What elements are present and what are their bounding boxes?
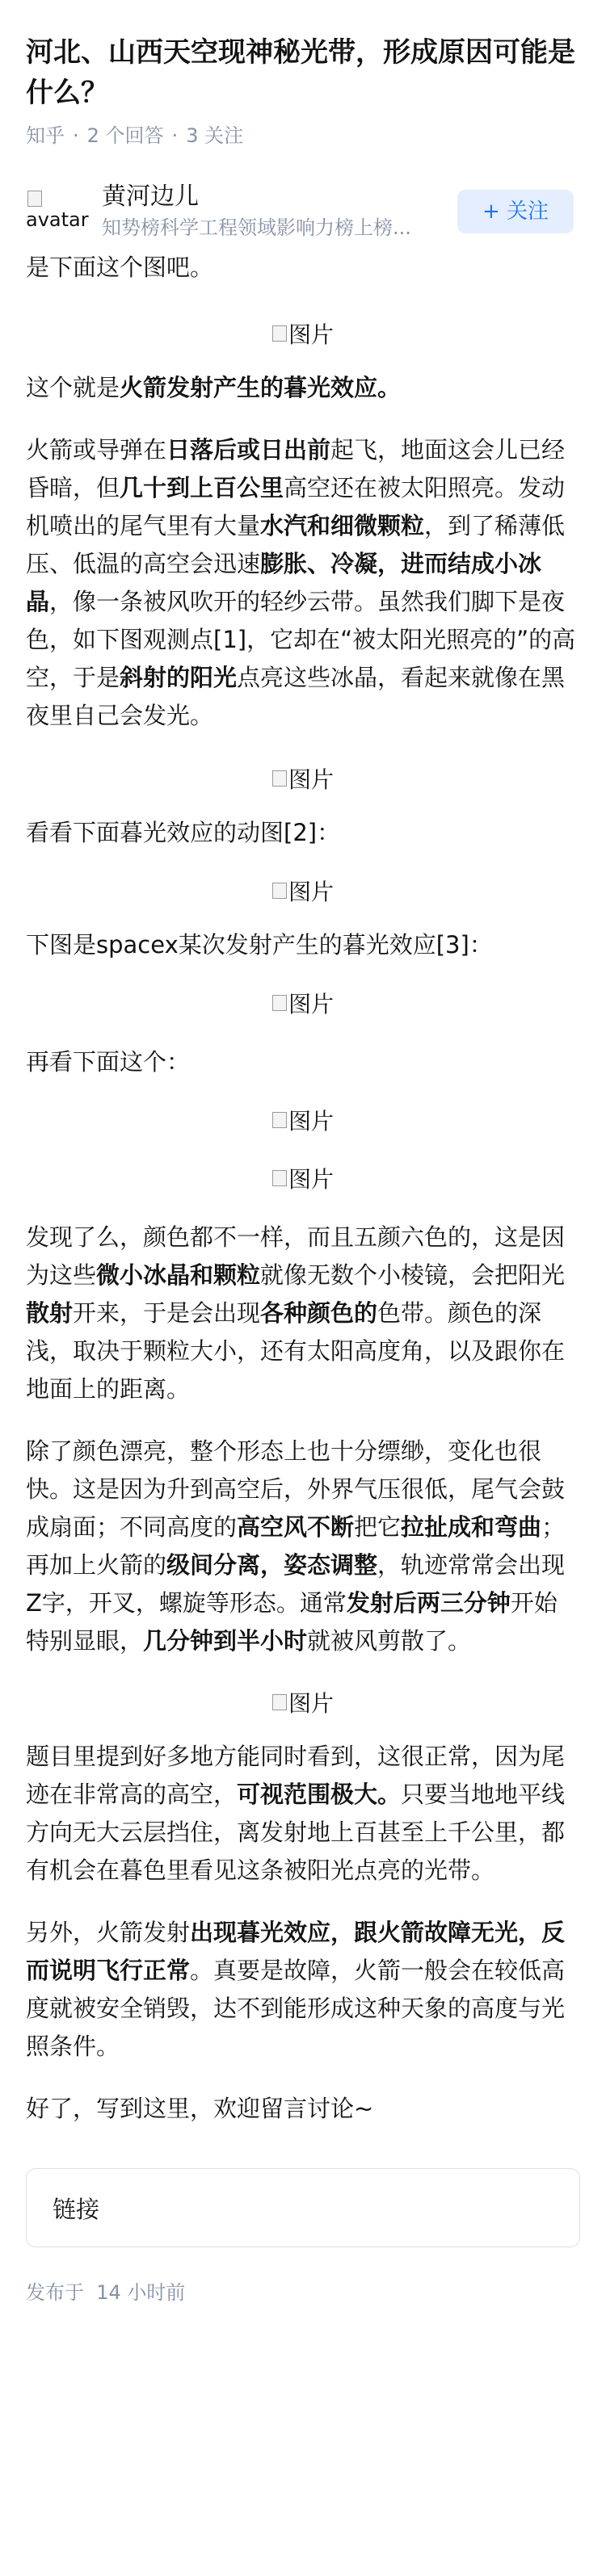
image-alt-text: 图片 (288, 321, 334, 348)
answer-page (0, 32, 606, 2305)
author-info (102, 181, 457, 242)
image-placeholder[interactable] (26, 301, 580, 366)
source-label: 知乎 (26, 124, 65, 147)
paragraph-5: 下图是spacex某次发射产生的暮光效应[3]： (26, 931, 493, 959)
paragraph-8: 除了颜色漂亮，整个形态上也十分缥缈，变化也很快。这是因为升到高空后，外界气压很低，尾气会鼓成扇面；不同高度的高空风不断把它拉扯成和弯曲；再加上火箭的级间分离，姿态调整，轨迹常常会出现Z字，开叉，螺旋等形态。通常发射后两三分钟开始特别显眼，几分钟到半小时就被风剪散了。 (26, 1437, 566, 1655)
paragraph-6: 再看下面这个： (26, 1048, 191, 1076)
broken-image-icon (272, 883, 287, 899)
image-alt-text: 图片 (288, 1690, 334, 1717)
paragraph-4: 看看下面暮光效应的动图[2]： (26, 819, 341, 846)
paragraph-3: 火箭或导弹在日落后或日出前起飞，地面这会儿已经昏暗，但几十到上百公里高空还在被太阳照亮。发动机喷出的尾气里有大量水汽和细微颗粒，到了稀薄低压、低温的高空会迅速膨胀、冷凝，进而结成小冰晶，像一条被风吹开的轻纱云带。虽然我们脚下是夜色，如下图观测点[1]，它却在“被太阳光照亮的”的高空，于是斜射的阳光点亮这些冰晶，看起来就像在黑夜里自己会发光。 (26, 436, 576, 729)
broken-image-icon (272, 770, 287, 787)
image-placeholder[interactable] (26, 971, 580, 1035)
author-row (26, 179, 580, 244)
avatar[interactable] (26, 187, 89, 236)
broken-image-icon (272, 1694, 287, 1710)
author-description: 知势榜科学工程领域影响力榜上榜... (102, 216, 411, 239)
avatar-alt-text: avatar (26, 208, 89, 231)
author-name[interactable]: 黄河边儿 (102, 183, 199, 211)
paragraph-11: 好了，写到这里，欢迎留言讨论~ (26, 2095, 374, 2122)
image-placeholder[interactable] (26, 1670, 580, 1735)
image-alt-text: 图片 (288, 879, 334, 905)
publish-time: 发布于 14 小时前 (26, 2281, 186, 2304)
paragraph-10: 另外，火箭发射出现暮光效应，跟火箭故障无光，反而说明飞行正常。真要是故障，火箭一般会在较低高度就被安全销毁，达不到能形成这种天象的高度与光照条件。 (26, 1919, 566, 2060)
broken-image-icon (272, 1170, 287, 1186)
image-placeholder[interactable] (26, 858, 580, 923)
broken-image-icon (272, 995, 287, 1011)
image-alt-text: 图片 (288, 1108, 334, 1135)
paragraph-9: 题目里提到好多地方能同时看到，这很正常，因为尾迹在非常高的高空，可视范围极大。只要当地地平线方向无大云层挡住，离发射地上百甚至上千公里，都有机会在暮色里看见这条被阳光点亮的光带。 (26, 1743, 566, 1884)
link-card[interactable]: 链接 (26, 2168, 580, 2247)
broken-image-icon (272, 325, 287, 342)
follow-button[interactable]: + 关注 (457, 190, 574, 233)
image-placeholder[interactable] (26, 746, 580, 811)
paragraph-1: 是下面这个图吧。 (26, 254, 214, 281)
follow-count: 3 关注 (186, 124, 244, 147)
image-placeholder[interactable] (26, 1146, 580, 1210)
question-title[interactable]: 河北、山西天空现神秘光带，形成原因可能是什么？ (26, 36, 575, 109)
broken-image-icon (272, 1112, 287, 1128)
paragraph-2: 这个就是火箭发射产生的暮光效应。 (26, 374, 402, 401)
answer-count[interactable]: 2 个回答 (86, 124, 164, 147)
paragraph-7: 发现了么，颜色都不一样，而且五颜六色的，这是因为这些微小冰晶和颗粒就像无数个小棱镜，会把阳光散射开来，于是会出现各种颜色的色带。颜色的深浅，取决于颗粒大小，还有太阳高度角，以及跟你在地面上的距离。 (26, 1223, 566, 1403)
question-meta: 知乎 · 2 个回答 · 3 关注 (26, 124, 244, 147)
broken-image-icon (27, 191, 42, 207)
image-alt-text: 图片 (288, 1166, 334, 1193)
image-alt-text: 图片 (288, 766, 334, 793)
image-placeholder[interactable] (26, 1088, 580, 1152)
image-alt-text: 图片 (288, 991, 334, 1017)
